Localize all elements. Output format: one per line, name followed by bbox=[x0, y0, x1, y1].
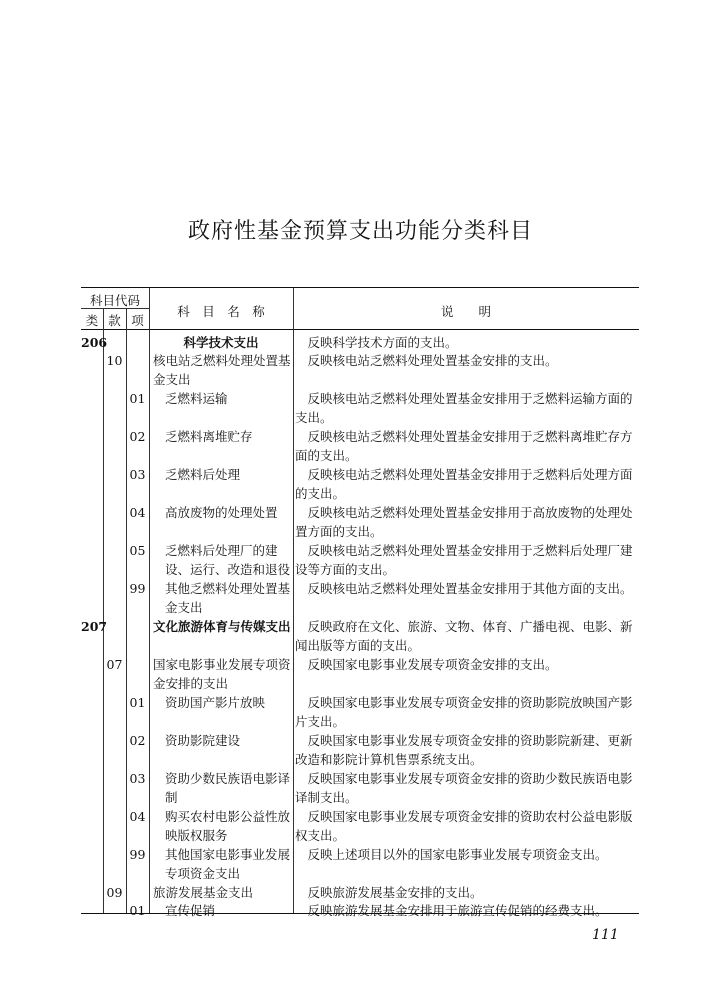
row-name-line: 资助少数民族语电影译 bbox=[165, 771, 291, 786]
row-code-lei: 206 bbox=[81, 335, 108, 350]
row-description: 反映核电站乏燃料处理处置基金安排的支出。 bbox=[307, 353, 558, 368]
header-desc: 说 明 bbox=[440, 304, 491, 319]
row-name bbox=[165, 389, 289, 408]
page-number: 111 bbox=[592, 927, 619, 943]
row-name-line: 资助国产影片放映 bbox=[165, 695, 266, 710]
row-code-xiang: 01 bbox=[129, 391, 146, 406]
row-code-xiang: 04 bbox=[129, 809, 146, 824]
row-code-kuan: 09 bbox=[106, 885, 123, 900]
row-name bbox=[153, 617, 289, 636]
row-name-line: 乏燃料后处理 bbox=[165, 467, 241, 482]
row-code-xiang: 03 bbox=[129, 467, 146, 482]
col-rule-xiang bbox=[149, 288, 150, 913]
row-name-line: 金安排的支出 bbox=[153, 676, 229, 691]
row-name bbox=[165, 901, 289, 920]
row-name-line: 专项资金支出 bbox=[165, 866, 241, 881]
row-description: 反映核电站乏燃料处理处置基金安排用于乏燃料后处理方面的支出。 bbox=[295, 467, 633, 501]
row-name-line: 科学技术支出 bbox=[183, 335, 259, 350]
page-title: 政府性基金预算支出功能分类科目 bbox=[187, 219, 533, 244]
row-code-xiang: 03 bbox=[129, 771, 146, 786]
row-description: 反映科学技术方面的支出。 bbox=[307, 335, 458, 350]
row-description: 反映上述项目以外的国家电影事业发展专项资金支出。 bbox=[307, 847, 608, 862]
row-name-line: 宣传促销 bbox=[165, 903, 216, 918]
row-name-line: 金支出 bbox=[165, 600, 203, 615]
row-name-line: 乏燃料后处理厂的建 bbox=[165, 543, 278, 558]
row-name bbox=[165, 579, 289, 617]
row-name bbox=[165, 693, 289, 712]
row-name-line: 乏燃料运输 bbox=[165, 391, 228, 406]
row-name-line: 核电站乏燃料处理处置基 bbox=[153, 353, 291, 368]
col-rule-name bbox=[293, 288, 294, 913]
row-description: 反映核电站乏燃料处理处置基金安排用于其他方面的支出。 bbox=[307, 581, 633, 596]
row-name bbox=[165, 541, 289, 579]
header-bottom-rule bbox=[81, 329, 639, 330]
row-description: 反映核电站乏燃料处理处置基金安排用于乏燃料后处理厂建设等方面的支出。 bbox=[295, 543, 633, 577]
row-code-xiang: 01 bbox=[129, 695, 146, 710]
row-name-line: 旅游发展基金支出 bbox=[153, 885, 254, 900]
row-description: 反映国家电影事业发展专项资金安排的支出。 bbox=[307, 657, 558, 672]
header-code: 科目代码 bbox=[89, 293, 140, 308]
row-name-line: 映版权服务 bbox=[165, 828, 228, 843]
row-name bbox=[153, 655, 289, 693]
row-code-xiang: 02 bbox=[129, 429, 146, 444]
header-xiang: 项 bbox=[131, 313, 144, 328]
row-name bbox=[165, 807, 289, 845]
header-name: 科 目 名 称 bbox=[177, 304, 265, 319]
row-name bbox=[165, 731, 289, 750]
subject-table bbox=[81, 287, 639, 918]
row-name-line: 文化旅游体育与传媒支出 bbox=[153, 619, 291, 634]
row-name-line: 其他国家电影事业发展 bbox=[165, 847, 291, 862]
row-code-xiang: 05 bbox=[129, 543, 146, 558]
row-code-kuan: 07 bbox=[106, 657, 123, 672]
row-description: 反映核电站乏燃料处理处置基金安排用于乏燃料运输方面的支出。 bbox=[295, 391, 633, 425]
row-description: 反映国家电影事业发展专项资金安排的资助影院放映国产影片支出。 bbox=[295, 695, 633, 729]
row-code-xiang: 99 bbox=[129, 847, 146, 862]
row-code-xiang: 04 bbox=[129, 505, 146, 520]
row-description: 反映国家电影事业发展专项资金安排的资助农村公益电影版权支出。 bbox=[295, 809, 633, 843]
row-name-line: 乏燃料离堆贮存 bbox=[165, 429, 253, 444]
row-code-lei: 207 bbox=[81, 619, 108, 634]
row-name bbox=[165, 465, 289, 484]
row-name bbox=[149, 333, 293, 352]
row-name bbox=[153, 351, 289, 389]
row-description: 反映旅游发展基金安排的支出。 bbox=[307, 885, 483, 900]
row-name-line: 设、运行、改造和退役 bbox=[165, 562, 291, 577]
row-description: 反映国家电影事业发展专项资金安排的资助少数民族语电影译制支出。 bbox=[295, 771, 633, 805]
row-name bbox=[165, 503, 289, 522]
row-name-line: 购买农村电影公益性放 bbox=[165, 809, 291, 824]
row-name-line: 国家电影事业发展专项资 bbox=[153, 657, 291, 672]
row-name-line: 资助影院建设 bbox=[165, 733, 241, 748]
row-description: 反映核电站乏燃料处理处置基金安排用于高放废物的处理处置方面的支出。 bbox=[295, 505, 633, 539]
row-description: 反映国家电影事业发展专项资金安排的资助影院新建、更新改造和影院计算机售票系统支出。 bbox=[295, 733, 633, 767]
row-name-line: 高放废物的处理处置 bbox=[165, 505, 278, 520]
row-description: 反映核电站乏燃料处理处置基金安排用于乏燃料离堆贮存方面的支出。 bbox=[295, 429, 633, 463]
row-code-xiang: 02 bbox=[129, 733, 146, 748]
header-divider bbox=[81, 308, 149, 309]
row-description: 反映旅游发展基金安排用于旅游宣传促销的经费支出。 bbox=[307, 903, 608, 918]
row-name-line: 其他乏燃料处理处置基 bbox=[165, 581, 291, 596]
row-description: 反映政府在文化、旅游、文物、体育、广播电视、电影、新闻出版等方面的支出。 bbox=[295, 619, 633, 653]
row-name-line: 金支出 bbox=[153, 372, 191, 387]
col-rule-lei bbox=[103, 309, 104, 913]
header-kuan: 款 bbox=[108, 313, 121, 328]
row-name-line: 制 bbox=[165, 790, 178, 805]
row-code-xiang: 01 bbox=[129, 903, 146, 918]
row-name bbox=[165, 427, 289, 446]
row-name bbox=[153, 883, 289, 902]
row-code-xiang: 99 bbox=[129, 581, 146, 596]
row-code-kuan: 10 bbox=[106, 353, 123, 368]
row-name bbox=[165, 845, 289, 883]
header-lei: 类 bbox=[85, 313, 99, 328]
row-name bbox=[165, 769, 289, 807]
